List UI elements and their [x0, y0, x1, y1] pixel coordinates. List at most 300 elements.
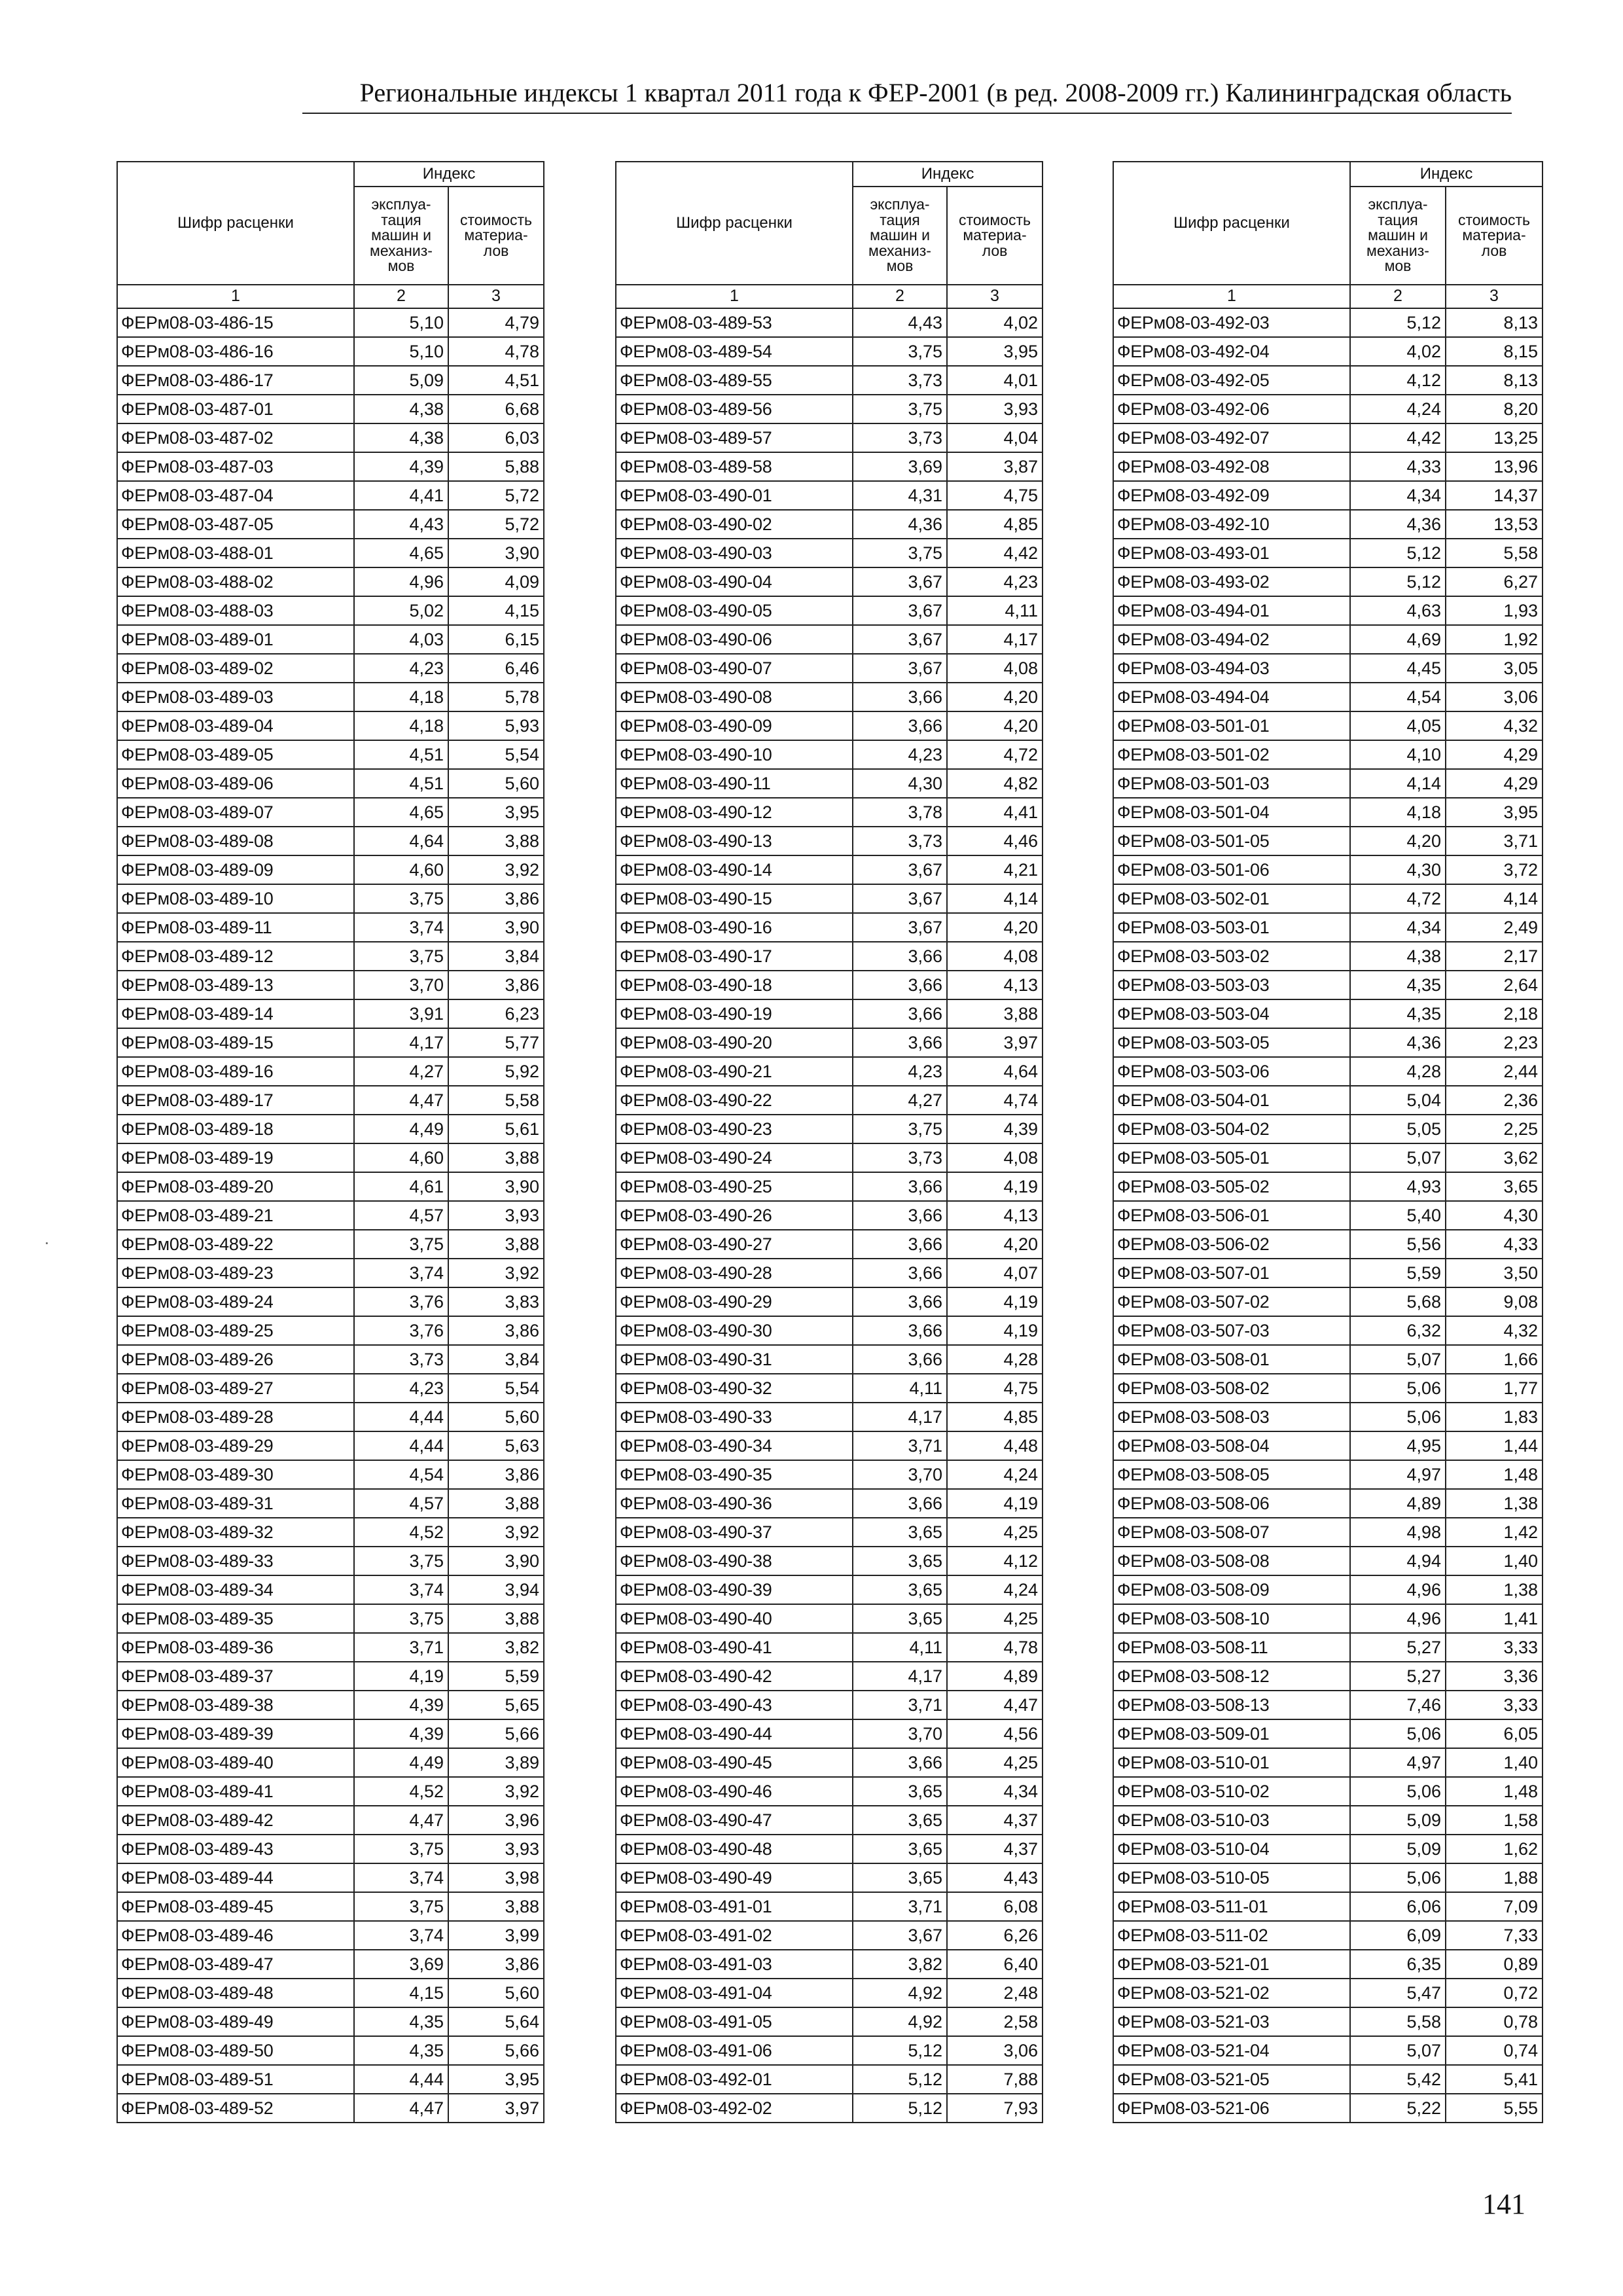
rate-code-cell: ФЕРм08-03-490-19: [616, 999, 853, 1028]
table-row: [616, 1748, 1043, 1777]
materials-index-cell: 5,65: [448, 1691, 544, 1719]
rate-code-cell: ФЕРм08-03-489-38: [117, 1691, 354, 1719]
table-row: [1113, 1719, 1543, 1748]
rate-code-cell: ФЕРм08-03-489-15: [117, 1028, 354, 1057]
materials-index-cell: 4,07: [947, 1259, 1043, 1287]
machines-index-cell: 4,47: [354, 1806, 448, 1835]
materials-index-cell: 5,66: [448, 2036, 544, 2065]
materials-index-cell: 5,54: [448, 1374, 544, 1403]
materials-index-cell: 3,94: [448, 1575, 544, 1604]
machines-index-cell: 4,93: [1350, 1172, 1446, 1201]
table-row: [616, 2036, 1043, 2065]
materials-index-cell: 1,62: [1446, 1835, 1543, 1863]
machines-index-cell: 3,66: [853, 711, 947, 740]
materials-index-cell: 2,49: [1446, 913, 1543, 942]
table-row: [117, 1921, 544, 1950]
machines-index-cell: 4,52: [354, 1518, 448, 1547]
table-row: [1113, 1691, 1543, 1719]
machines-index-cell: 4,98: [1350, 1518, 1446, 1547]
materials-index-cell: 3,83: [448, 1287, 544, 1316]
rate-code-cell: ФЕРм08-03-489-49: [117, 2007, 354, 2036]
rate-code-cell: ФЕРм08-03-489-36: [117, 1633, 354, 1662]
rate-code-cell: ФЕРм08-03-490-31: [616, 1345, 853, 1374]
rate-code-cell: ФЕРм08-03-494-02: [1113, 625, 1350, 654]
header-materials: стоимость материа- лов: [947, 187, 1043, 285]
machines-index-cell: 4,34: [1350, 481, 1446, 510]
machines-index-cell: 6,06: [1350, 1892, 1446, 1921]
rate-code-cell: ФЕРм08-03-508-11: [1113, 1633, 1350, 1662]
materials-index-cell: 3,90: [448, 913, 544, 942]
materials-index-cell: 3,36: [1446, 1662, 1543, 1691]
machines-index-cell: 4,54: [1350, 683, 1446, 711]
materials-index-cell: 3,88: [448, 1143, 544, 1172]
rate-code-cell: ФЕРм08-03-489-41: [117, 1777, 354, 1806]
machines-index-cell: 4,60: [354, 1143, 448, 1172]
header-col-3: 3: [947, 285, 1043, 308]
table-row: [117, 1518, 544, 1547]
rate-code-cell: ФЕРм08-03-490-15: [616, 884, 853, 913]
table-row: [117, 423, 544, 452]
rate-code-cell: ФЕРм08-03-489-21: [117, 1201, 354, 1230]
rate-code-cell: ФЕРм08-03-511-02: [1113, 1921, 1350, 1950]
materials-index-cell: 3,95: [1446, 798, 1543, 827]
table-row: [616, 654, 1043, 683]
table-row: [616, 1575, 1043, 1604]
materials-index-cell: 5,54: [448, 740, 544, 769]
table-row: [117, 1575, 544, 1604]
machines-index-cell: 3,71: [853, 1431, 947, 1460]
table-row: [1113, 510, 1543, 539]
machines-index-cell: 3,69: [853, 452, 947, 481]
machines-index-cell: 3,66: [853, 683, 947, 711]
rate-code-cell: ФЕРм08-03-491-04: [616, 1979, 853, 2007]
rate-code-cell: ФЕРм08-03-489-42: [117, 1806, 354, 1835]
rate-code-cell: ФЕРм08-03-488-02: [117, 567, 354, 596]
materials-index-cell: 6,46: [448, 654, 544, 683]
table-row: [1113, 337, 1543, 366]
machines-index-cell: 4,39: [354, 1691, 448, 1719]
table-row: [1113, 1921, 1543, 1950]
materials-index-cell: 5,88: [448, 452, 544, 481]
materials-index-cell: 0,78: [1446, 2007, 1543, 2036]
materials-index-cell: 5,60: [448, 1403, 544, 1431]
rate-code-cell: ФЕРм08-03-521-05: [1113, 2065, 1350, 2094]
rate-code-cell: ФЕРм08-03-489-44: [117, 1863, 354, 1892]
rate-code-cell: ФЕРм08-03-490-21: [616, 1057, 853, 1086]
table-row: [616, 1287, 1043, 1316]
machines-index-cell: 3,65: [853, 1777, 947, 1806]
table-row: [616, 395, 1043, 423]
machines-index-cell: 4,52: [354, 1777, 448, 1806]
materials-index-cell: 3,86: [448, 1950, 544, 1979]
machines-index-cell: 3,66: [853, 1489, 947, 1518]
rate-code-cell: ФЕРм08-03-521-03: [1113, 2007, 1350, 2036]
rate-code-cell: ФЕРм08-03-494-04: [1113, 683, 1350, 711]
table-row: [616, 1806, 1043, 1835]
rate-code-cell: ФЕРм08-03-490-14: [616, 855, 853, 884]
materials-index-cell: 4,11: [947, 596, 1043, 625]
rate-code-cell: ФЕРм08-03-489-30: [117, 1460, 354, 1489]
materials-index-cell: 5,78: [448, 683, 544, 711]
materials-index-cell: 5,41: [1446, 2065, 1543, 2094]
materials-index-cell: 4,19: [947, 1316, 1043, 1345]
materials-index-cell: 1,38: [1446, 1575, 1543, 1604]
machines-index-cell: 5,06: [1350, 1374, 1446, 1403]
table-row: [616, 337, 1043, 366]
materials-index-cell: 5,77: [448, 1028, 544, 1057]
materials-index-cell: 4,75: [947, 1374, 1043, 1403]
machines-index-cell: 4,05: [1350, 711, 1446, 740]
materials-index-cell: 3,84: [448, 942, 544, 971]
rate-code-cell: ФЕРм08-03-508-05: [1113, 1460, 1350, 1489]
machines-index-cell: 4,94: [1350, 1547, 1446, 1575]
materials-index-cell: 2,58: [947, 2007, 1043, 2036]
materials-index-cell: 2,44: [1446, 1057, 1543, 1086]
materials-index-cell: 4,47: [947, 1691, 1043, 1719]
machines-index-cell: 4,18: [1350, 798, 1446, 827]
rate-code-cell: ФЕРм08-03-492-10: [1113, 510, 1350, 539]
machines-index-cell: 4,02: [1350, 337, 1446, 366]
machines-index-cell: 5,12: [1350, 308, 1446, 337]
table-row: [616, 1633, 1043, 1662]
materials-index-cell: 1,44: [1446, 1431, 1543, 1460]
materials-index-cell: 1,88: [1446, 1863, 1543, 1892]
machines-index-cell: 4,15: [354, 1979, 448, 2007]
header-col-1: 1: [1113, 285, 1350, 308]
machines-index-cell: 5,07: [1350, 1345, 1446, 1374]
machines-index-cell: 3,71: [853, 1892, 947, 1921]
table-row: [1113, 1086, 1543, 1115]
materials-index-cell: 5,93: [448, 711, 544, 740]
rate-code-cell: ФЕРм08-03-490-23: [616, 1115, 853, 1143]
rate-code-cell: ФЕРм08-03-489-04: [117, 711, 354, 740]
rate-code-cell: ФЕРм08-03-503-05: [1113, 1028, 1350, 1057]
materials-index-cell: 3,92: [448, 1518, 544, 1547]
table-row: [117, 1143, 544, 1172]
materials-index-cell: 13,53: [1446, 510, 1543, 539]
rate-code-cell: ФЕРм08-03-489-37: [117, 1662, 354, 1691]
table-row: [616, 1604, 1043, 1633]
materials-index-cell: 4,34: [947, 1777, 1043, 1806]
materials-index-cell: 6,68: [448, 395, 544, 423]
materials-index-cell: 3,71: [1446, 827, 1543, 855]
machines-index-cell: 4,33: [1350, 452, 1446, 481]
machines-index-cell: 3,76: [354, 1287, 448, 1316]
materials-index-cell: 4,13: [947, 1201, 1043, 1230]
materials-index-cell: 4,24: [947, 1575, 1043, 1604]
rate-code-cell: ФЕРм08-03-490-12: [616, 798, 853, 827]
table-row: [1113, 1604, 1543, 1633]
machines-index-cell: 4,18: [354, 683, 448, 711]
machines-index-cell: 4,36: [1350, 510, 1446, 539]
rate-code-cell: ФЕРм08-03-521-06: [1113, 2094, 1350, 2123]
rate-code-cell: ФЕРм08-03-508-13: [1113, 1691, 1350, 1719]
materials-index-cell: 4,20: [947, 683, 1043, 711]
table-row: [616, 855, 1043, 884]
machines-index-cell: 4,35: [1350, 971, 1446, 999]
machines-index-cell: 4,44: [354, 1403, 448, 1431]
table-body-1: [117, 308, 544, 2123]
machines-index-cell: 5,12: [853, 2036, 947, 2065]
machines-index-cell: 5,22: [1350, 2094, 1446, 2123]
machines-index-cell: 4,23: [853, 740, 947, 769]
table-row: [117, 1259, 544, 1287]
rate-code-cell: ФЕРм08-03-491-05: [616, 2007, 853, 2036]
table-row: [1113, 567, 1543, 596]
table-row: [1113, 740, 1543, 769]
table-row: [1113, 1374, 1543, 1403]
machines-index-cell: 4,23: [354, 654, 448, 683]
rate-code-cell: ФЕРм08-03-489-34: [117, 1575, 354, 1604]
materials-index-cell: 6,27: [1446, 567, 1543, 596]
materials-index-cell: 6,23: [448, 999, 544, 1028]
materials-index-cell: 3,88: [448, 1604, 544, 1633]
header-col-1: 1: [616, 285, 853, 308]
machines-index-cell: 3,66: [853, 1345, 947, 1374]
table-row: [1113, 1835, 1543, 1863]
machines-index-cell: 3,75: [853, 539, 947, 567]
table-row: [616, 1662, 1043, 1691]
rate-code-cell: ФЕРм08-03-507-01: [1113, 1259, 1350, 1287]
table-row: [616, 1115, 1043, 1143]
materials-index-cell: 1,93: [1446, 596, 1543, 625]
materials-index-cell: 2,64: [1446, 971, 1543, 999]
table-row: [1113, 2094, 1543, 2123]
machines-index-cell: 4,27: [354, 1057, 448, 1086]
table-row: [117, 1979, 544, 2007]
materials-index-cell: 3,88: [448, 1892, 544, 1921]
table-row: [1113, 913, 1543, 942]
table-row: [117, 1719, 544, 1748]
table-row: [117, 1230, 544, 1259]
table-row: [117, 1431, 544, 1460]
machines-index-cell: 5,09: [354, 366, 448, 395]
header-machines: эксплуа- тация машин и механиз- мов: [1350, 187, 1446, 285]
rate-code-cell: ФЕРм08-03-489-53: [616, 308, 853, 337]
table-row: [117, 1403, 544, 1431]
machines-index-cell: 3,75: [354, 1892, 448, 1921]
materials-index-cell: 1,41: [1446, 1604, 1543, 1633]
machines-index-cell: 4,12: [1350, 366, 1446, 395]
materials-index-cell: 5,92: [448, 1057, 544, 1086]
table-row: [117, 1460, 544, 1489]
table-row: [117, 481, 544, 510]
rate-code-cell: ФЕРм08-03-490-03: [616, 539, 853, 567]
table-row: [1113, 798, 1543, 827]
table-row: [1113, 2065, 1543, 2094]
machines-index-cell: 3,67: [853, 596, 947, 625]
machines-index-cell: 3,67: [853, 1921, 947, 1950]
rate-code-cell: ФЕРм08-03-521-04: [1113, 2036, 1350, 2065]
machines-index-cell: 3,67: [853, 567, 947, 596]
header-code: Шифр расценки: [616, 162, 853, 285]
machines-index-cell: 3,70: [853, 1719, 947, 1748]
table-row: [117, 1345, 544, 1374]
table-row: [117, 827, 544, 855]
materials-index-cell: 4,32: [1446, 1316, 1543, 1345]
materials-index-cell: 5,61: [448, 1115, 544, 1143]
table-row: [1113, 539, 1543, 567]
table-row: [117, 2036, 544, 2065]
machines-index-cell: 5,12: [1350, 567, 1446, 596]
materials-index-cell: 1,92: [1446, 625, 1543, 654]
table-row: [616, 481, 1043, 510]
machines-index-cell: 4,65: [354, 539, 448, 567]
rate-code-cell: ФЕРм08-03-489-26: [117, 1345, 354, 1374]
header-col-2: 2: [853, 285, 947, 308]
table-row: [616, 1547, 1043, 1575]
header-col-1: 1: [117, 285, 354, 308]
table-row: [117, 1633, 544, 1662]
materials-index-cell: 1,40: [1446, 1547, 1543, 1575]
table-row: [616, 1345, 1043, 1374]
rate-code-cell: ФЕРм08-03-521-02: [1113, 1979, 1350, 2007]
table-row: [1113, 971, 1543, 999]
header-machines: эксплуа- тация машин и механиз- мов: [853, 187, 947, 285]
table-row: [117, 1374, 544, 1403]
table-row: [1113, 654, 1543, 683]
table-row: [117, 539, 544, 567]
rate-code-cell: ФЕРм08-03-487-01: [117, 395, 354, 423]
table-row: [1113, 1489, 1543, 1518]
rate-code-cell: ФЕРм08-03-490-33: [616, 1403, 853, 1431]
rate-code-cell: ФЕРм08-03-492-04: [1113, 337, 1350, 366]
rate-code-cell: ФЕРм08-03-492-07: [1113, 423, 1350, 452]
rate-code-cell: ФЕРм08-03-506-02: [1113, 1230, 1350, 1259]
table-row: [1113, 711, 1543, 740]
index-table-3: [1113, 161, 1543, 2123]
materials-index-cell: 4,08: [947, 654, 1043, 683]
materials-index-cell: 5,55: [1446, 2094, 1543, 2123]
machines-index-cell: 5,06: [1350, 1719, 1446, 1748]
table-row: [616, 1863, 1043, 1892]
rate-code-cell: ФЕРм08-03-490-37: [616, 1518, 853, 1547]
rate-code-cell: ФЕРм08-03-489-22: [117, 1230, 354, 1259]
rate-code-cell: ФЕРм08-03-488-03: [117, 596, 354, 625]
materials-index-cell: 4,14: [1446, 884, 1543, 913]
materials-index-cell: 4,46: [947, 827, 1043, 855]
materials-index-cell: 5,59: [448, 1662, 544, 1691]
rate-code-cell: ФЕРм08-03-490-44: [616, 1719, 853, 1748]
materials-index-cell: 4,04: [947, 423, 1043, 452]
rate-code-cell: ФЕРм08-03-489-20: [117, 1172, 354, 1201]
rate-code-cell: ФЕРм08-03-494-03: [1113, 654, 1350, 683]
table-row: [117, 1950, 544, 1979]
rate-code-cell: ФЕРм08-03-489-17: [117, 1086, 354, 1115]
machines-index-cell: 4,38: [354, 423, 448, 452]
machines-index-cell: 4,35: [1350, 999, 1446, 1028]
materials-index-cell: 4,23: [947, 567, 1043, 596]
machines-index-cell: 4,34: [1350, 913, 1446, 942]
rate-code-cell: ФЕРм08-03-489-32: [117, 1518, 354, 1547]
index-table-2: [615, 161, 1043, 2123]
materials-index-cell: 4,25: [947, 1604, 1043, 1633]
rate-code-cell: ФЕРм08-03-490-04: [616, 567, 853, 596]
table-row: [1113, 625, 1543, 654]
rate-code-cell: ФЕРм08-03-490-24: [616, 1143, 853, 1172]
materials-index-cell: 4,09: [448, 567, 544, 596]
machines-index-cell: 4,89: [1350, 1489, 1446, 1518]
rate-code-cell: ФЕРм08-03-490-36: [616, 1489, 853, 1518]
rate-code-cell: ФЕРм08-03-521-01: [1113, 1950, 1350, 1979]
rate-code-cell: ФЕРм08-03-503-02: [1113, 942, 1350, 971]
materials-index-cell: 1,48: [1446, 1460, 1543, 1489]
materials-index-cell: 3,95: [448, 2065, 544, 2094]
materials-index-cell: 3,87: [947, 452, 1043, 481]
table-row: [616, 423, 1043, 452]
machines-index-cell: 5,06: [1350, 1403, 1446, 1431]
machines-index-cell: 4,61: [354, 1172, 448, 1201]
table-row: [1113, 1115, 1543, 1143]
materials-index-cell: 4,20: [947, 711, 1043, 740]
table-row: [616, 827, 1043, 855]
table-row: [616, 1431, 1043, 1460]
rate-code-cell: ФЕРм08-03-508-04: [1113, 1431, 1350, 1460]
materials-index-cell: 5,60: [448, 1979, 544, 2007]
table-row: [1113, 1316, 1543, 1345]
rate-code-cell: ФЕРм08-03-489-13: [117, 971, 354, 999]
rate-code-cell: ФЕРм08-03-492-03: [1113, 308, 1350, 337]
materials-index-cell: 4,08: [947, 942, 1043, 971]
materials-index-cell: 1,58: [1446, 1806, 1543, 1835]
rate-code-cell: ФЕРм08-03-490-26: [616, 1201, 853, 1230]
rate-code-cell: ФЕРм08-03-487-03: [117, 452, 354, 481]
table-row: [117, 308, 544, 337]
materials-index-cell: 3,90: [448, 1172, 544, 1201]
machines-index-cell: 4,17: [853, 1403, 947, 1431]
table-row: [117, 798, 544, 827]
materials-index-cell: 4,01: [947, 366, 1043, 395]
materials-index-cell: 7,93: [947, 2094, 1043, 2123]
machines-index-cell: 3,82: [853, 1950, 947, 1979]
rate-code-cell: ФЕРм08-03-489-48: [117, 1979, 354, 2007]
rate-code-cell: ФЕРм08-03-508-09: [1113, 1575, 1350, 1604]
machines-index-cell: 5,68: [1350, 1287, 1446, 1316]
machines-index-cell: 3,74: [354, 1575, 448, 1604]
table-row: [616, 884, 1043, 913]
machines-index-cell: 3,67: [853, 625, 947, 654]
rate-code-cell: ФЕРм08-03-490-39: [616, 1575, 853, 1604]
materials-index-cell: 4,82: [947, 769, 1043, 798]
materials-index-cell: 3,88: [448, 827, 544, 855]
materials-index-cell: 3,97: [448, 2094, 544, 2123]
table-row: [117, 567, 544, 596]
rate-code-cell: ФЕРм08-03-489-25: [117, 1316, 354, 1345]
table-row: [1113, 942, 1543, 971]
machines-index-cell: 4,23: [354, 1374, 448, 1403]
table-row: [117, 683, 544, 711]
materials-index-cell: 4,41: [947, 798, 1043, 827]
table-row: [616, 942, 1043, 971]
table-row: [1113, 1892, 1543, 1921]
rate-code-cell: ФЕРм08-03-489-24: [117, 1287, 354, 1316]
table-row: [117, 596, 544, 625]
machines-index-cell: 6,32: [1350, 1316, 1446, 1345]
materials-index-cell: 1,42: [1446, 1518, 1543, 1547]
table-row: [616, 1143, 1043, 1172]
materials-index-cell: 3,97: [947, 1028, 1043, 1057]
table-row: [117, 1691, 544, 1719]
table-row: [616, 2094, 1043, 2123]
machines-index-cell: 5,42: [1350, 2065, 1446, 2094]
rate-code-cell: ФЕРм08-03-490-02: [616, 510, 853, 539]
machines-index-cell: 3,66: [853, 1316, 947, 1345]
machines-index-cell: 4,51: [354, 769, 448, 798]
rate-code-cell: ФЕРм08-03-489-14: [117, 999, 354, 1028]
rate-code-cell: ФЕРм08-03-490-30: [616, 1316, 853, 1345]
machines-index-cell: 3,74: [354, 1921, 448, 1950]
table-row: [1113, 855, 1543, 884]
